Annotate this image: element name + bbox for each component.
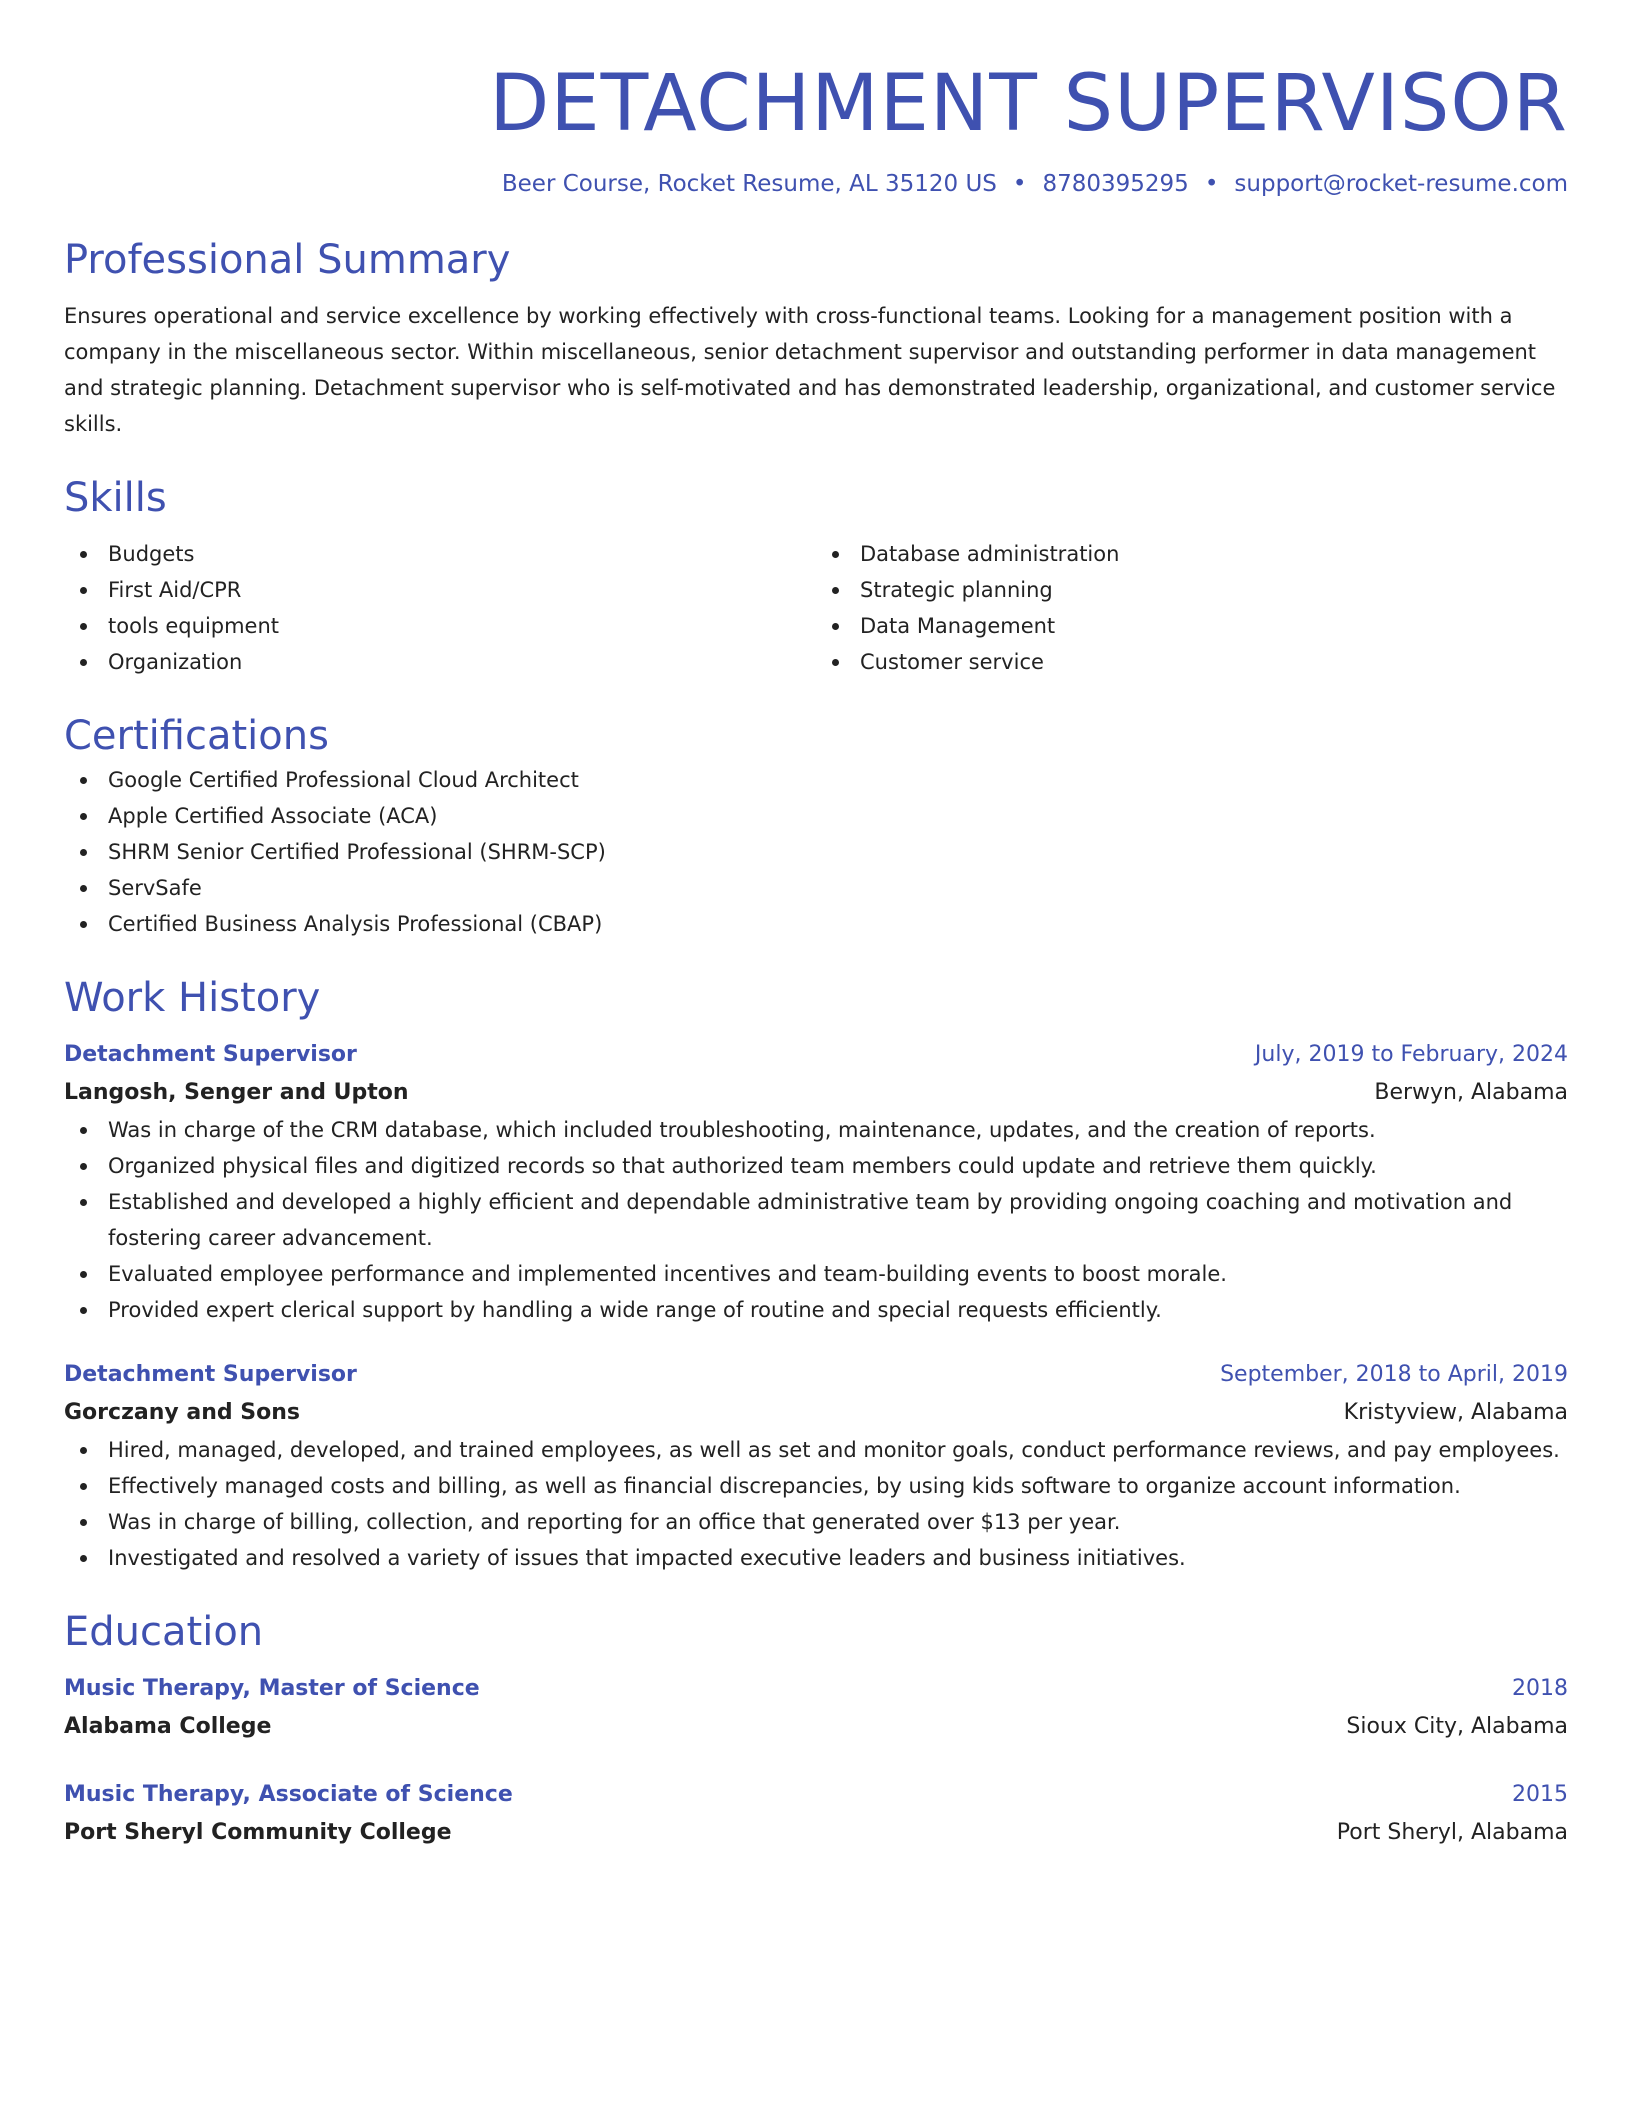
job-duties-list	[64, 1112, 1568, 1328]
skill-item	[816, 572, 1568, 608]
bullet-icon	[80, 1307, 87, 1314]
certification-item	[64, 906, 1568, 942]
job-title-row	[64, 1356, 1568, 1394]
job-duty-item	[64, 1256, 1568, 1292]
contact-email[interactable]: support@rocket-resume.com	[1234, 171, 1568, 197]
bullet-icon	[832, 551, 839, 558]
skill-item	[816, 536, 1568, 572]
job-duty-item	[64, 1292, 1568, 1328]
summary-text: Ensures operational and service excellence by working effectively with cross-functional teams. Looking for a management position with a company in the miscellaneous sector. Within miscellaneous, senior detachment supervisor and outstanding performer in data management and strategic planning. Detachment supervisor who is self-motivated and has demonstrated leadership, organizational, and customer service skills.	[64, 304, 1556, 436]
job-location: Kristyview, Alabama	[1343, 1400, 1568, 1425]
education-school-row	[64, 1814, 1568, 1852]
skill-label: Data Management	[860, 614, 1056, 638]
summary-section	[64, 234, 1568, 442]
certifications-heading: Certifications	[64, 713, 329, 759]
job-duty-text: Effectively managed costs and billing, as well as financial discrepancies, by using kids software to organize account information.	[108, 1474, 1461, 1498]
job-employer: Langosh, Senger and Upton	[64, 1080, 409, 1105]
skill-item	[64, 608, 816, 644]
job-dates: July, 2019 to February, 2024	[1254, 1042, 1568, 1067]
job-title: Detachment Supervisor	[64, 1362, 357, 1387]
job-duty-text: Was in charge of the CRM database, which included troubleshooting, maintenance, updates, and the creation of reports.	[108, 1118, 1376, 1142]
bullet-icon	[832, 587, 839, 594]
education-degree: Music Therapy, Master of Science	[64, 1676, 480, 1701]
job-duty-text: Evaluated employee performance and implemented incentives and team-building events to boost morale.	[108, 1262, 1227, 1286]
job-duty-text: Was in charge of billing, collection, and reporting for an office that generated over $13 per year.	[108, 1510, 1121, 1534]
job-duty-item	[64, 1504, 1568, 1540]
skills-heading: Skills	[64, 475, 167, 521]
education-school: Port Sheryl Community College	[64, 1820, 452, 1845]
education-entry	[64, 1670, 1568, 1746]
skill-item	[816, 644, 1568, 680]
bullet-icon	[832, 659, 839, 666]
contact-line	[64, 168, 1568, 200]
bullet-icon	[80, 551, 87, 558]
job-duty-item	[64, 1184, 1568, 1256]
certification-item	[64, 762, 1568, 798]
contact-phone: 8780395295	[1042, 171, 1189, 197]
job-title: Detachment Supervisor	[64, 1042, 357, 1067]
bullet-icon	[80, 1447, 87, 1454]
education-location: Port Sheryl, Alabama	[1336, 1820, 1568, 1845]
summary-heading: Professional Summary	[64, 237, 511, 283]
contact-address: Beer Course, Rocket Resume, AL 35120 US	[501, 171, 997, 197]
skills-column-left	[64, 536, 816, 680]
job-duty-text: Investigated and resolved a variety of issues that impacted executive leaders and business initiatives.	[108, 1546, 1186, 1570]
education-year: 2015	[1512, 1782, 1568, 1807]
bullet-icon	[80, 1519, 87, 1526]
skill-item	[816, 608, 1568, 644]
job-duty-item	[64, 1148, 1568, 1184]
bullet-icon	[80, 659, 87, 666]
bullet-icon	[80, 849, 87, 856]
bullet-icon	[80, 587, 87, 594]
education-degree: Music Therapy, Associate of Science	[64, 1782, 513, 1807]
bullet-icon	[80, 1199, 87, 1206]
contact-separator: •	[1204, 171, 1219, 197]
certification-item	[64, 834, 1568, 870]
education-section	[64, 1606, 1568, 1852]
job-entry	[64, 1036, 1568, 1328]
skill-item	[64, 536, 816, 572]
skill-label: Organization	[108, 650, 243, 674]
education-location: Sioux City, Alabama	[1346, 1714, 1568, 1739]
bullet-icon	[80, 1163, 87, 1170]
bullet-icon	[80, 921, 87, 928]
contact-separator: •	[1012, 171, 1027, 197]
job-location: Berwyn, Alabama	[1374, 1080, 1568, 1105]
skill-label: Database administration	[860, 542, 1120, 566]
certification-item	[64, 798, 1568, 834]
job-duty-item	[64, 1540, 1568, 1576]
skills-column-right	[816, 536, 1568, 680]
job-duties-list	[64, 1432, 1568, 1576]
skills-grid	[64, 536, 1568, 680]
skill-item	[64, 644, 816, 680]
education-entry	[64, 1776, 1568, 1852]
job-duty-text: Hired, managed, developed, and trained employees, as well as set and monitor goals, conduct performance reviews, and pay employees.	[108, 1438, 1560, 1462]
bullet-icon	[80, 623, 87, 630]
certification-label: SHRM Senior Certified Professional (SHRM-SCP)	[108, 840, 606, 864]
job-duty-text: Provided expert clerical support by handling a wide range of routine and special requests efficiently.	[108, 1298, 1162, 1322]
job-duty-text: Organized physical files and digitized records so that authorized team members could update and retrieve them quickly.	[108, 1154, 1377, 1178]
education-heading: Education	[64, 1609, 264, 1655]
education-school: Alabama College	[64, 1714, 272, 1739]
skill-label: tools equipment	[108, 614, 280, 638]
certification-item	[64, 870, 1568, 906]
work-history-heading: Work History	[64, 975, 321, 1021]
bullet-icon	[80, 777, 87, 784]
job-dates: September, 2018 to April, 2019	[1220, 1362, 1568, 1387]
work-history-section	[64, 972, 1568, 1576]
education-year: 2018	[1512, 1676, 1568, 1701]
certification-label: Apple Certified Associate (ACA)	[108, 804, 438, 828]
skill-label: First Aid/CPR	[108, 578, 242, 602]
bullet-icon	[80, 1483, 87, 1490]
bullet-icon	[80, 1271, 87, 1278]
skill-item	[64, 572, 816, 608]
education-degree-row	[64, 1776, 1568, 1814]
certification-label: Certified Business Analysis Professional (CBAP)	[108, 912, 603, 936]
bullet-icon	[80, 1127, 87, 1134]
education-school-row	[64, 1708, 1568, 1746]
bullet-icon	[832, 623, 839, 630]
skill-label: Customer service	[860, 650, 1044, 674]
skills-list-right	[816, 536, 1568, 680]
job-duty-item	[64, 1112, 1568, 1148]
bullet-icon	[80, 885, 87, 892]
certification-label: Google Certified Professional Cloud Architect	[108, 768, 579, 792]
job-title-row	[64, 1036, 1568, 1074]
skill-label: Strategic planning	[860, 578, 1053, 602]
bullet-icon	[80, 813, 87, 820]
job-duty-item	[64, 1432, 1568, 1468]
certifications-list	[64, 762, 1568, 942]
job-duty-text: Established and developed a highly efficient and dependable administrative team by providing ongoing coaching and motivation and fostering career advancement.	[108, 1190, 1513, 1250]
skill-label: Budgets	[108, 542, 195, 566]
bullet-icon	[80, 1555, 87, 1562]
skills-list-left	[64, 536, 816, 680]
skills-section	[64, 472, 1568, 680]
job-employer-row	[64, 1074, 1568, 1112]
education-degree-row	[64, 1670, 1568, 1708]
candidate-name: DETACHMENT SUPERVISOR	[489, 59, 1568, 149]
certification-label: ServSafe	[108, 876, 202, 900]
certifications-section	[64, 710, 1568, 942]
job-duty-item	[64, 1468, 1568, 1504]
job-employer-row	[64, 1394, 1568, 1432]
job-entry	[64, 1356, 1568, 1576]
job-employer: Gorczany and Sons	[64, 1400, 301, 1425]
